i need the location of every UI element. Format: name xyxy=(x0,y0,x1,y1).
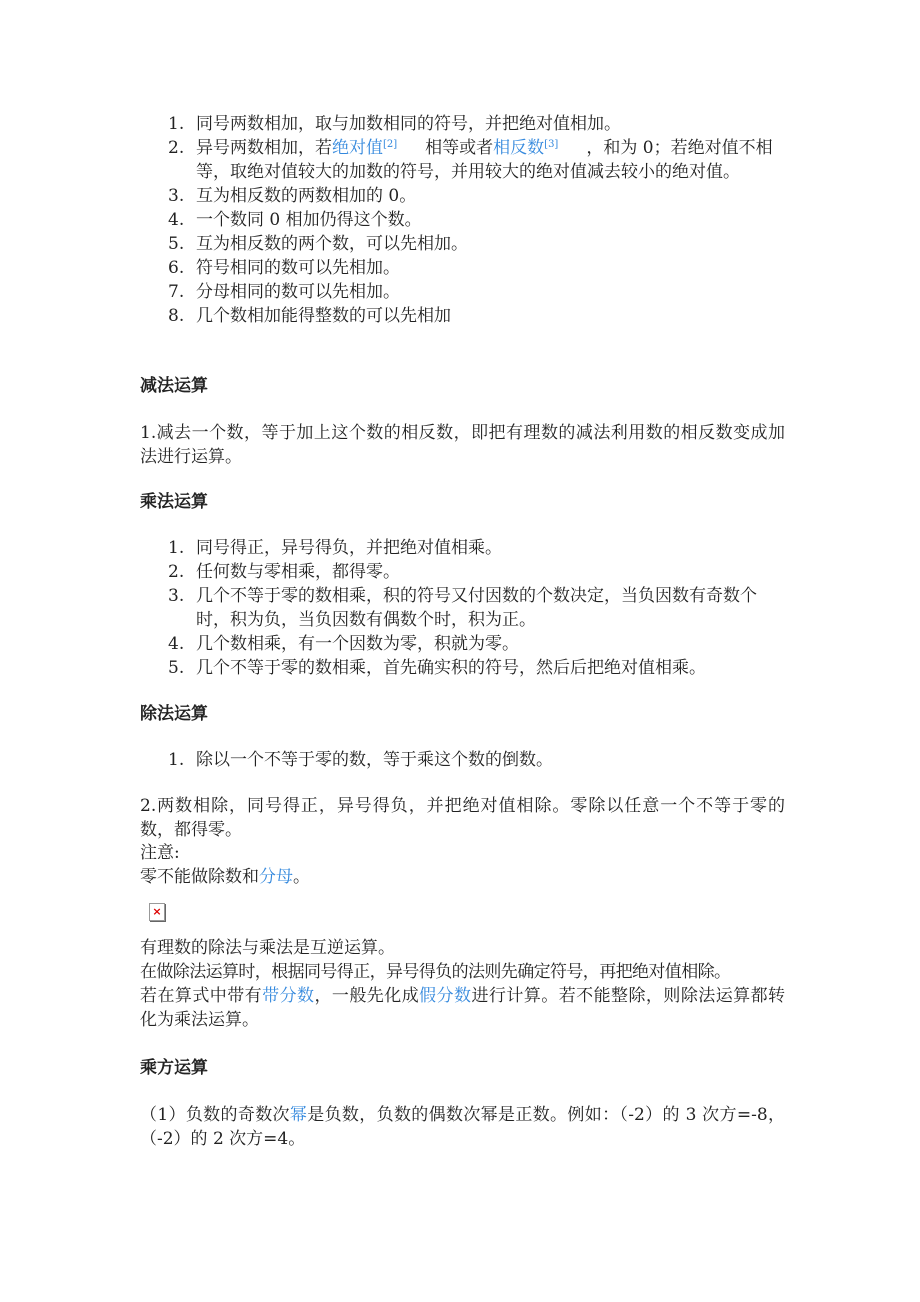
multiplication-heading: 乘法运算 xyxy=(140,492,208,512)
text: 。 xyxy=(293,867,310,887)
division-paragraph: 在做除法运算时，根据同号得正，异号得负的法则先确定符号，再把绝对值相除。 xyxy=(140,962,731,982)
list-item: 1. 除以一个不等于零的数，等于乘这个数的倒数。 xyxy=(168,750,553,770)
list-item: 2. 任何数与零相乘，都得零。 xyxy=(168,562,400,582)
item-text: 任何数与零相乘，都得零。 xyxy=(196,562,400,582)
power-heading: 乘方运算 xyxy=(140,1058,208,1078)
text: 进行计算。若不能整除，则除法运算都转化为乘法运算。 xyxy=(140,986,786,1030)
division-paragraph: 2.两数相除，同号得正，异号得负，并把绝对值相除。零除以任意一个不等于零的数，都得零。 xyxy=(140,796,785,840)
power-paragraph xyxy=(140,1103,785,1151)
multiplication-rules-list xyxy=(140,536,785,680)
item-text: 互为相反数的两数相加的 0。 xyxy=(196,186,417,206)
item-text: 异号两数相加，若 xyxy=(196,138,332,158)
item-text: 互为相反数的两个数，可以先相加。 xyxy=(196,234,468,254)
list-item: 5. 几个不等于零的数相乘，首先确实积的符号，然后后把绝对值相乘。 xyxy=(168,658,706,678)
improper-fraction-link[interactable]: 假分数 xyxy=(419,986,472,1006)
subtraction-text: 1.减去一个数，等于加上这个数的相反数，即把有理数的减法利用数的相反数变成加法进行运算。 xyxy=(140,423,785,467)
item-text: 同号得正，异号得负，并把绝对值相乘。 xyxy=(196,538,502,558)
reference-2-link[interactable]: [2] xyxy=(383,139,398,150)
item-text: 同号两数相加，取与加数相同的符号，并把绝对值相加。 xyxy=(196,114,621,134)
broken-image-icon: × xyxy=(149,903,165,921)
list-item: 2. 异号两数相加，若绝对值[2] 相等或者相反数[3] ，和为 0；若绝对值不相等，取绝对值较大的加数的符号，并用较大的绝对值减去较小的绝对值。 xyxy=(168,138,773,182)
text: 零不能做除数和 xyxy=(140,867,259,887)
item-text: 相等或者 xyxy=(425,138,494,158)
mixed-number-link[interactable]: 带分数 xyxy=(262,986,315,1006)
list-item: 6. 符号相同的数可以先相加。 xyxy=(168,258,400,278)
note-text xyxy=(140,865,785,889)
list-item: 1. 同号两数相加，取与加数相同的符号，并把绝对值相加。 xyxy=(168,114,621,134)
text: 是负数，负数的偶数次幂是正数。例如：（-2）的 3 次方=-8，（-2）的 2 次方=4。 xyxy=(140,1105,785,1149)
list-item: 3. 几个不等于零的数相乘，积的符号又付因数的个数决定，当负因数有奇数个时，积为负，当负因数有偶数个时，积为正。 xyxy=(168,586,757,630)
text: （1）负数的奇数次 xyxy=(140,1105,290,1125)
item-text: 几个不等于零的数相乘，积的符号又付因数的个数决定，当负因数有奇数个时，积为负，当负因数有偶数个时，积为正。 xyxy=(196,586,757,630)
opposite-number-link[interactable]: 相反数 xyxy=(493,138,545,158)
denominator-link[interactable]: 分母 xyxy=(259,867,293,887)
subtraction-heading: 减法运算 xyxy=(140,376,208,396)
list-item: 4. 几个数相乘，有一个因数为零，积就为零。 xyxy=(168,634,519,654)
item-text: ，和为 0；若绝对值不相等，取绝对值较大的加数的符号，并用较大的绝对值减去较小的绝对值。 xyxy=(196,138,773,182)
reference-3-link[interactable]: [3] xyxy=(544,139,559,150)
list-item: 3. 互为相反数的两数相加的 0。 xyxy=(168,186,417,206)
list-item: 8. 几个数相加能得整数的可以先相加 xyxy=(168,306,451,326)
division-heading: 除法运算 xyxy=(140,704,208,724)
division-rules-list xyxy=(140,748,785,772)
item-text: 符号相同的数可以先相加。 xyxy=(196,258,400,278)
division-paragraph xyxy=(140,984,785,1032)
list-item: 4. 一个数同 0 相加仍得这个数。 xyxy=(168,210,422,230)
addition-rules-list xyxy=(140,112,785,328)
item-text: 几个不等于零的数相乘，首先确实积的符号，然后后把绝对值相乘。 xyxy=(196,658,706,678)
item-text: 几个数相乘，有一个因数为零，积就为零。 xyxy=(196,634,519,654)
list-item: 5. 互为相反数的两个数，可以先相加。 xyxy=(168,234,468,254)
note-label: 注意: xyxy=(140,843,180,863)
list-item: 7. 分母相同的数可以先相加。 xyxy=(168,282,400,302)
absolute-value-link[interactable]: 绝对值 xyxy=(332,138,383,158)
item-text: 一个数同 0 相加仍得这个数。 xyxy=(196,210,422,230)
power-link[interactable]: 幂 xyxy=(289,1105,308,1125)
item-text: 几个数相加能得整数的可以先相加 xyxy=(196,306,451,326)
item-text: 除以一个不等于零的数，等于乘这个数的倒数。 xyxy=(196,750,553,770)
text: ，一般先化成 xyxy=(314,986,420,1006)
text: 若在算式中带有 xyxy=(140,986,263,1006)
division-paragraph: 有理数的除法与乘法是互逆运算。 xyxy=(140,938,395,958)
list-item: 1. 同号得正，异号得负，并把绝对值相乘。 xyxy=(168,538,502,558)
item-text: 分母相同的数可以先相加。 xyxy=(196,282,400,302)
